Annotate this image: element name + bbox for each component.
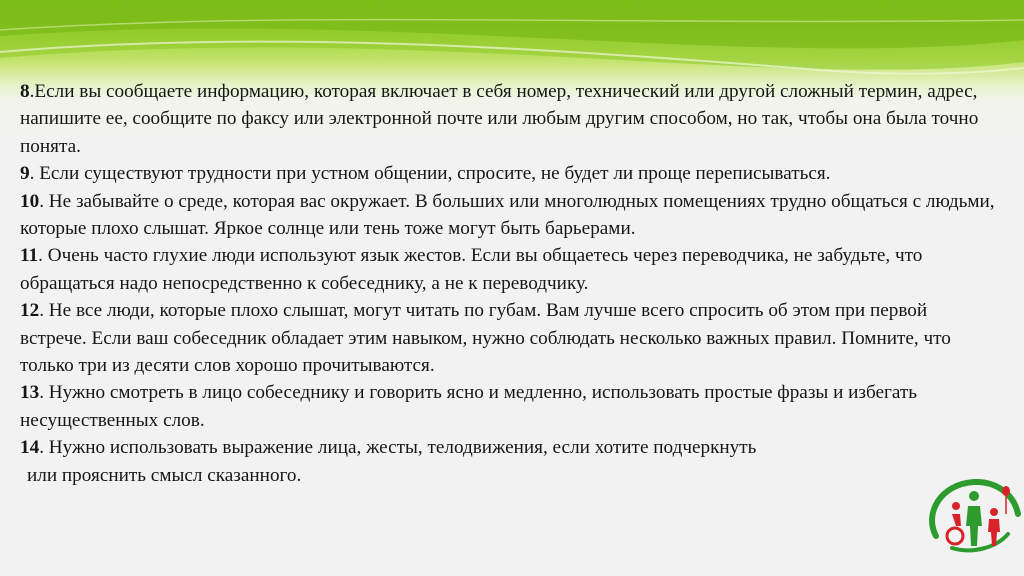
accessibility-family-logo-icon: [922, 474, 1022, 554]
paragraph-10: [20, 188, 995, 243]
paragraph-8: [20, 78, 995, 160]
paragraph-14-continuation: или прояснить смысл сказанного.: [27, 464, 302, 486]
item-number: 11: [20, 245, 39, 267]
item-text: . Нужно смотреть в лицо собеседнику и говорить ясно и медленно, использовать простые фразы и избегать несущественных слов.: [20, 382, 918, 431]
item-text: . Не забывайте о среде, которая вас окружает. В больших или многолюдных помещениях трудно общаться с людьми, которые плохо слышат. Яркое солнце или тень тоже могут быть барьерами.: [20, 190, 995, 240]
item-text: .Если вы сообщаете информацию, которая включает в себя номер, технический или другой сложный термин, адрес, напишите ее, сообщите по факсу или электронной почте или любым другим способом, но так, чтобы она была точно понята.: [20, 81, 979, 157]
item-text: . Нужно использовать выражение лица, жесты, телодвижения, если хотите подчеркнуть: [39, 437, 757, 459]
item-number: 10: [20, 190, 40, 212]
paragraph-13: [20, 379, 995, 434]
item-number: 8: [20, 81, 30, 102]
paragraph-12: [20, 297, 995, 379]
item-number: 14: [20, 437, 40, 459]
slide-text-body: [20, 78, 995, 489]
item-number: 12: [20, 300, 40, 322]
item-number: 13: [20, 382, 40, 404]
item-text: . Очень часто глухие люди используют язык жестов. Если вы общаетесь через переводчика, не забудьте, что обращаться надо непосредственно к собеседнику, а не к переводчику.: [20, 245, 923, 294]
paragraph-14: [20, 434, 995, 461]
item-number: 9: [20, 163, 30, 185]
item-text: . Не все люди, которые плохо слышат, могут читать по губам. Вам лучше всего спросить об этом при первой встрече. Если ваш собеседник обладает этим навыком, нужно соблюдать несколько важных правил. Помните, что только три из десяти слов хорошо прочитываются.: [20, 300, 951, 377]
item-text: . Если существуют трудности при устном общении, спросите, не будет ли проще переписываться.: [29, 163, 831, 185]
paragraph-9: [20, 160, 995, 187]
paragraph-11: [20, 242, 995, 297]
